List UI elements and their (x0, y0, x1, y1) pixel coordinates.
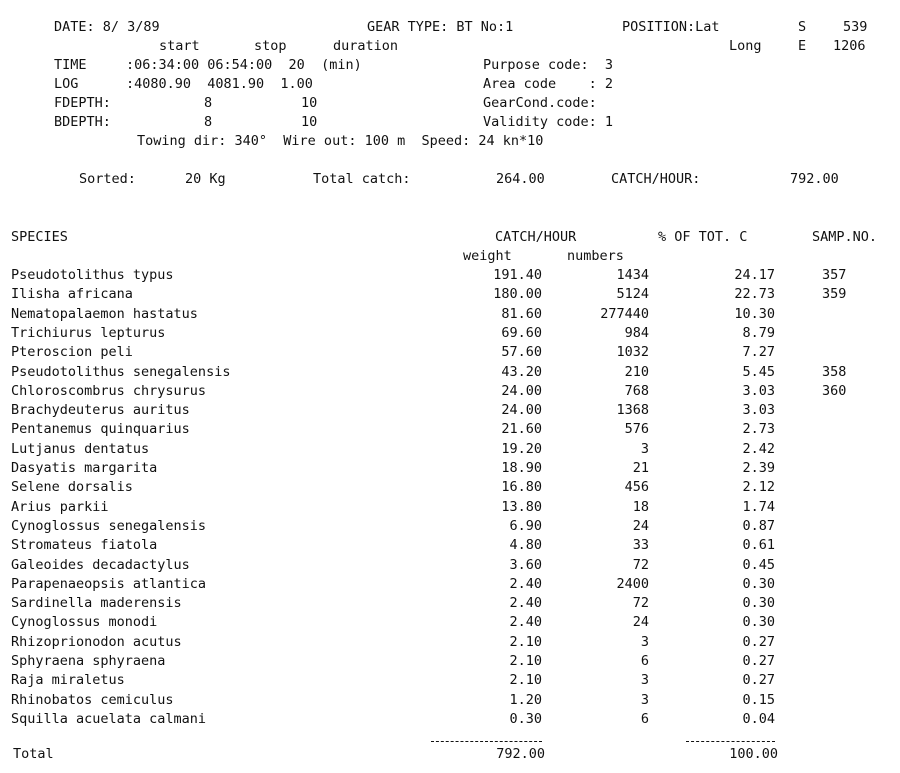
catch-per-hour-label: CATCH/HOUR: (611, 171, 701, 187)
species-name: Pseudotolithus typus (11, 267, 174, 283)
weight-value: 81.60 (501, 306, 542, 322)
percent-value: 0.30 (742, 595, 775, 611)
species-name: Brachydeuterus auritus (11, 402, 190, 418)
percent-total-rule (686, 741, 775, 742)
sample-number: 357 (822, 267, 847, 283)
numbers-value: 21 (632, 460, 649, 476)
total-catch-value: 264.00 (496, 171, 545, 187)
percent-value: 3.03 (742, 402, 775, 418)
percent-value: 5.45 (742, 364, 775, 380)
duration-column-label: duration (333, 38, 399, 54)
position-label: POSITION:Lat (622, 19, 720, 35)
weight-value: 16.80 (501, 479, 542, 495)
species-name: Sphyraena sphyraena (11, 653, 166, 669)
species-name: Galeoides decadactylus (11, 557, 190, 573)
weight-value: 6.90 (509, 518, 542, 534)
percent-value: 0.04 (742, 711, 775, 727)
longitude-label: Long (729, 38, 762, 54)
numbers-value: 768 (624, 383, 649, 399)
percent-value: 0.61 (742, 537, 775, 553)
species-name: Pteroscion peli (11, 344, 133, 360)
numbers-value: 24 (632, 518, 649, 534)
numbers-value: 3 (640, 692, 649, 708)
numbers-header: numbers (567, 248, 624, 264)
numbers-value: 3 (640, 672, 649, 688)
latitude-direction: S (798, 19, 807, 35)
percent-value: 0.27 (742, 653, 775, 669)
total-catch-label: Total catch: (313, 171, 411, 187)
sample-number: 358 (822, 364, 847, 380)
total-weight: 792.00 (496, 746, 545, 762)
species-name: Dasyatis margarita (11, 460, 158, 476)
weight-value: 24.00 (501, 402, 542, 418)
log-values: :4080.90 4081.90 1.00 (126, 76, 313, 92)
catch-per-hour-value: 792.00 (790, 171, 839, 187)
weight-value: 57.60 (501, 344, 542, 360)
numbers-value: 3 (640, 634, 649, 650)
validity-code: Validity code: 1 (483, 114, 614, 130)
total-percent: 100.00 (729, 746, 778, 762)
species-name: Cynoglossus monodi (11, 614, 158, 630)
percent-value: 2.12 (742, 479, 775, 495)
weight-value: 2.40 (509, 576, 542, 592)
numbers-value: 576 (624, 421, 649, 437)
species-name: Squilla acuelata calmani (11, 711, 207, 727)
numbers-value: 277440 (600, 306, 649, 322)
percent-value: 22.73 (734, 286, 775, 302)
numbers-value: 456 (624, 479, 649, 495)
weight-value: 2.40 (509, 614, 542, 630)
numbers-value: 984 (624, 325, 649, 341)
weight-total-rule (431, 741, 542, 742)
species-name: Pseudotolithus senegalensis (11, 364, 231, 380)
numbers-value: 18 (632, 499, 649, 515)
species-header: SPECIES (11, 229, 68, 245)
numbers-value: 5124 (616, 286, 649, 302)
weight-value: 2.10 (509, 653, 542, 669)
species-name: Stromateus fiatola (11, 537, 158, 553)
species-name: Pentanemus quinquarius (11, 421, 190, 437)
species-name: Cynoglossus senegalensis (11, 518, 207, 534)
species-name: Rhinobatos cemiculus (11, 692, 174, 708)
sorted-value: 20 Kg (185, 171, 226, 187)
species-name: Raja miraletus (11, 672, 125, 688)
percent-value: 7.27 (742, 344, 775, 360)
weight-value: 2.10 (509, 672, 542, 688)
numbers-value: 2400 (616, 576, 649, 592)
fdepth-label: FDEPTH: (54, 95, 111, 111)
longitude-value: 1206 (833, 38, 866, 54)
time-label: TIME (54, 57, 87, 73)
weight-value: 3.60 (509, 557, 542, 573)
percent-value: 0.15 (742, 692, 775, 708)
total-label: Total (13, 746, 54, 762)
weight-value: 180.00 (493, 286, 542, 302)
weight-header: weight (463, 248, 512, 264)
towing-info: Towing dir: 340° Wire out: 100 m Speed: 24 kn*10 (137, 133, 544, 149)
sorted-label: Sorted: (79, 171, 136, 187)
species-name: Lutjanus dentatus (11, 441, 150, 457)
percent-value: 0.30 (742, 576, 775, 592)
weight-value: 191.40 (493, 267, 542, 283)
numbers-value: 210 (624, 364, 649, 380)
numbers-value: 72 (632, 595, 649, 611)
gear-condition-code: GearCond.code: (483, 95, 597, 111)
numbers-value: 24 (632, 614, 649, 630)
bdepth-start: 8 (204, 114, 213, 130)
species-name: Arius parkii (11, 499, 109, 515)
weight-value: 24.00 (501, 383, 542, 399)
species-name: Ilisha africana (11, 286, 133, 302)
weight-value: 1.20 (509, 692, 542, 708)
weight-value: 19.20 (501, 441, 542, 457)
start-column-label: start (159, 38, 200, 54)
weight-value: 43.20 (501, 364, 542, 380)
percent-value: 2.42 (742, 441, 775, 457)
percent-value: 1.74 (742, 499, 775, 515)
percent-value: 3.03 (742, 383, 775, 399)
bdepth-stop: 10 (301, 114, 318, 130)
percent-value: 0.87 (742, 518, 775, 534)
percent-value: 2.73 (742, 421, 775, 437)
weight-value: 21.60 (501, 421, 542, 437)
gear-type-label: GEAR TYPE: BT No:1 (367, 19, 514, 35)
numbers-value: 1032 (616, 344, 649, 360)
weight-value: 18.90 (501, 460, 542, 476)
percent-value: 10.30 (734, 306, 775, 322)
weight-value: 4.80 (509, 537, 542, 553)
species-name: Trichiurus lepturus (11, 325, 166, 341)
percent-of-total-header: % OF TOT. C (658, 229, 748, 245)
weight-value: 69.60 (501, 325, 542, 341)
weight-value: 0.30 (509, 711, 542, 727)
species-name: Rhizoprionodon acutus (11, 634, 182, 650)
time-values: :06:34:00 06:54:00 20 (min) (126, 57, 362, 73)
numbers-value: 1368 (616, 402, 649, 418)
stop-column-label: stop (254, 38, 287, 54)
longitude-direction: E (798, 38, 807, 54)
numbers-value: 72 (632, 557, 649, 573)
catch-hour-header: CATCH/HOUR (495, 229, 577, 245)
sample-number: 359 (822, 286, 847, 302)
species-name: Sardinella maderensis (11, 595, 182, 611)
purpose-code: Purpose code: 3 (483, 57, 614, 73)
percent-value: 0.30 (742, 614, 775, 630)
numbers-value: 6 (640, 653, 649, 669)
species-name: Chloroscombrus chrysurus (11, 383, 207, 399)
percent-value: 24.17 (734, 267, 775, 283)
bdepth-label: BDEPTH: (54, 114, 111, 130)
percent-value: 8.79 (742, 325, 775, 341)
sample-number: 360 (822, 383, 847, 399)
percent-value: 0.45 (742, 557, 775, 573)
species-name: Parapenaeopsis atlantica (11, 576, 207, 592)
percent-value: 0.27 (742, 634, 775, 650)
numbers-value: 3 (640, 441, 649, 457)
latitude-value: 539 (843, 19, 868, 35)
numbers-value: 6 (640, 711, 649, 727)
numbers-value: 33 (632, 537, 649, 553)
fdepth-stop: 10 (301, 95, 318, 111)
log-label: LOG (54, 76, 79, 92)
sample-number-header: SAMP.NO. (812, 229, 878, 245)
area-code: Area code : 2 (483, 76, 614, 92)
percent-value: 2.39 (742, 460, 775, 476)
fdepth-start: 8 (204, 95, 213, 111)
weight-value: 2.40 (509, 595, 542, 611)
species-name: Nematopalaemon hastatus (11, 306, 198, 322)
species-name: Selene dorsalis (11, 479, 133, 495)
weight-value: 2.10 (509, 634, 542, 650)
date-label: DATE: 8/ 3/89 (54, 19, 160, 35)
weight-value: 13.80 (501, 499, 542, 515)
numbers-value: 1434 (616, 267, 649, 283)
percent-value: 0.27 (742, 672, 775, 688)
